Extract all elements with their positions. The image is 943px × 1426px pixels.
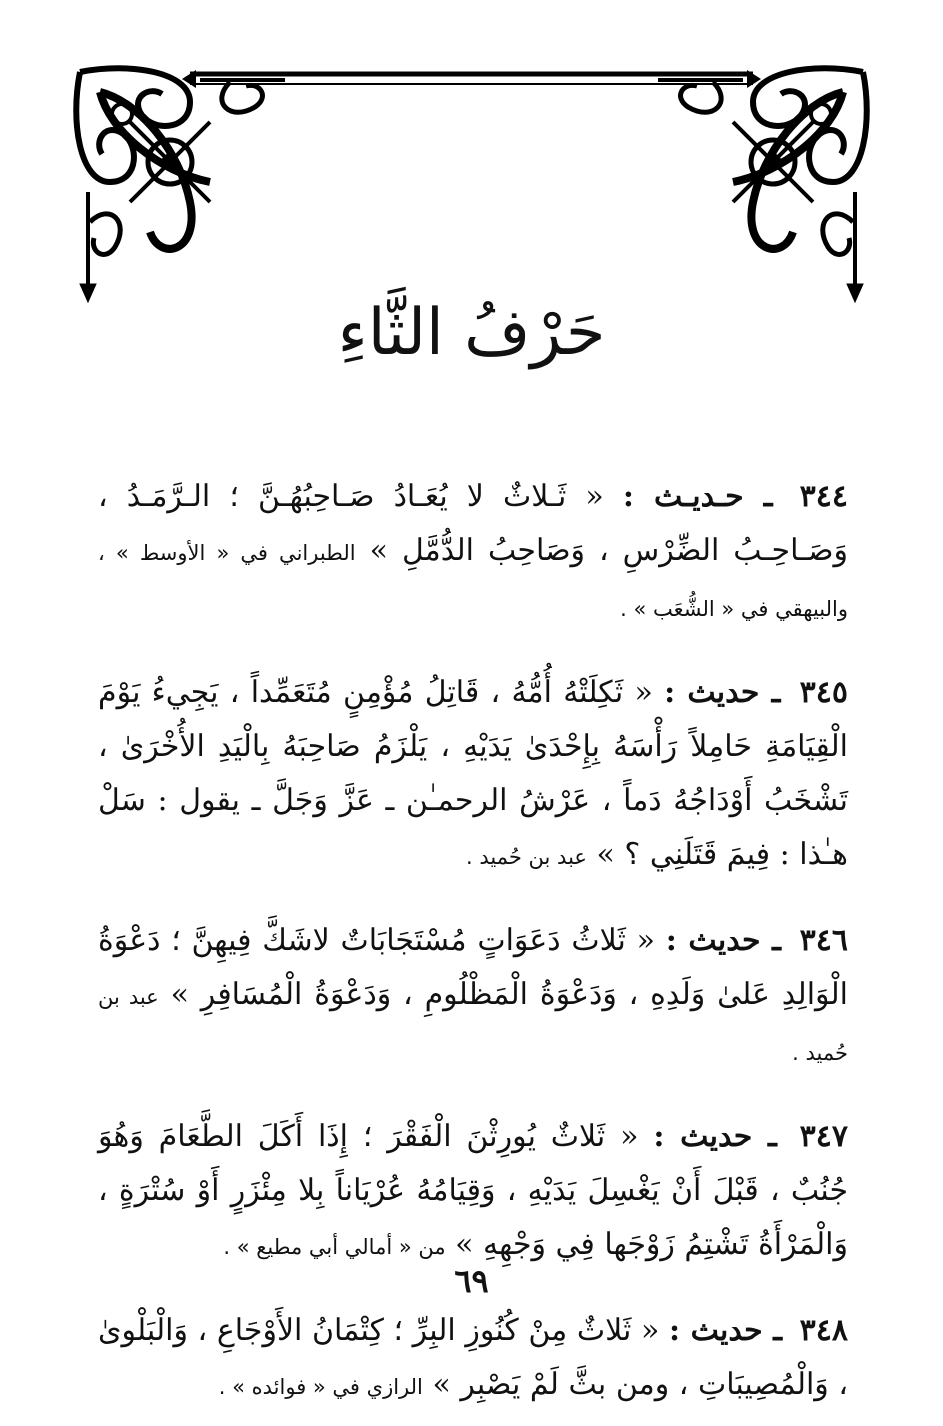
- hadith-entry-344: [98, 470, 848, 636]
- arabesque-corner-ornament-icon: [70, 62, 873, 322]
- hadith-number: ٣٤٨: [799, 1313, 848, 1348]
- hadith-label: ـ حديث :: [665, 923, 781, 958]
- hadith-text: « ثَلاثٌ يُورِثْنَ الْفَقْرَ ؛ إِذَا أَكَلَ الطَّعَامَ وَهُوَ جُنُبٌ ، قَبْلَ أَنْ يَغْسِلَ يَدَيْهِ ، وَقِيَامُهُ عُرْيَاناً بِلا مِئْزَرٍ أَوْ سُتْرَةٍ ، وَالْمَرْأَةُ تَشْتِمُ زَوْجَها فِي وَجْهِهِ »: [98, 1119, 848, 1262]
- left-corner-ornament: [76, 68, 285, 302]
- hadith-source: الرازي في « فوائده » .: [218, 1375, 423, 1399]
- hadith-label: ـ حـديـث :: [622, 479, 773, 514]
- hadith-number: ٣٤٥: [799, 675, 848, 710]
- hadith-label: ـ حديث :: [664, 675, 781, 710]
- hadith-text: « ثَلاثُ دَعَوَاتٍ مُسْتَجَابَاتٌ لاشَكَّ فِيهِنَّ ؛ دَعْوَةُ الْوَالِدِ عَلىٰ وَلَدِهِ ، وَدَعْوَةُ الْمَظْلُومِ ، وَدَعْوَةُ الْمُسَافِرِ »: [98, 923, 848, 1012]
- hadith-number: ٣٤٦: [799, 923, 848, 958]
- hadith-entry-346: [98, 914, 848, 1080]
- hadith-label: ـ حديث :: [668, 1313, 783, 1348]
- hadith-number: ٣٤٤: [799, 479, 848, 514]
- hadith-source: عبد بن حُميد .: [466, 845, 587, 869]
- hadith-entry-347: [98, 1110, 848, 1274]
- hadith-text: « ثَـلاثٌ لا يُعَـادُ صَـاحِبُهُـنَّ ؛ الـرَّمَـدُ ، وَصَـاحِـبُ الضِّرْسِ ، وَصَاحِبُ الدُّمَّلِ »: [98, 479, 848, 568]
- page-number: ٦٩: [454, 1262, 489, 1300]
- hadith-text: « ثَكِلَتْهُ أُمُّهُ ، قَاتِلُ مُؤْمِنٍ مُتَعَمِّداً ، يَجِيءُ يَوْمَ الْقِيَامَةِ حَامِلاً رَأْسَهُ بِإِحْدَىٰ يَدَيْهِ ، يَلْزَمُ صَاحِبَهُ بِالْيَدِ الأُخْرَىٰ ، تَشْخَبُ أَوْدَاجُهُ دَماً ، عَرْشُ الرحمـٰن ـ عَزَّ وَجَلَّ ـ يقول : سَلْ هـٰذا : فِيمَ قَتَلَنِي ؟ »: [98, 675, 848, 872]
- hadith-entry-348: [98, 1304, 848, 1414]
- hadith-entry-345: [98, 666, 848, 884]
- hadith-label: ـ حديث :: [653, 1119, 777, 1154]
- chapter-title: حَرْفُ الثَّاءِ: [337, 296, 606, 370]
- hadith-text: « ثَلاثٌ مِنْ كُنُوزِ البِرِّ ؛ كِتْمَانُ الأَوْجَاعِ ، وَالْبَلْوىٰ ، وَالْمُصِيبَاتِ ، ومن بثَّ لَمْ يَصْبِر »: [98, 1313, 848, 1402]
- hadith-number: ٣٤٧: [799, 1119, 848, 1154]
- right-corner-ornament: [658, 68, 867, 302]
- hadith-source: عبد بن حُميد .: [98, 985, 848, 1065]
- hadith-source: الطبراني في « الأوسط » ، والبيهقي في « الشُّعَب » .: [98, 541, 848, 621]
- hadith-source: من « أمالي أبي مطيع » .: [223, 1235, 446, 1259]
